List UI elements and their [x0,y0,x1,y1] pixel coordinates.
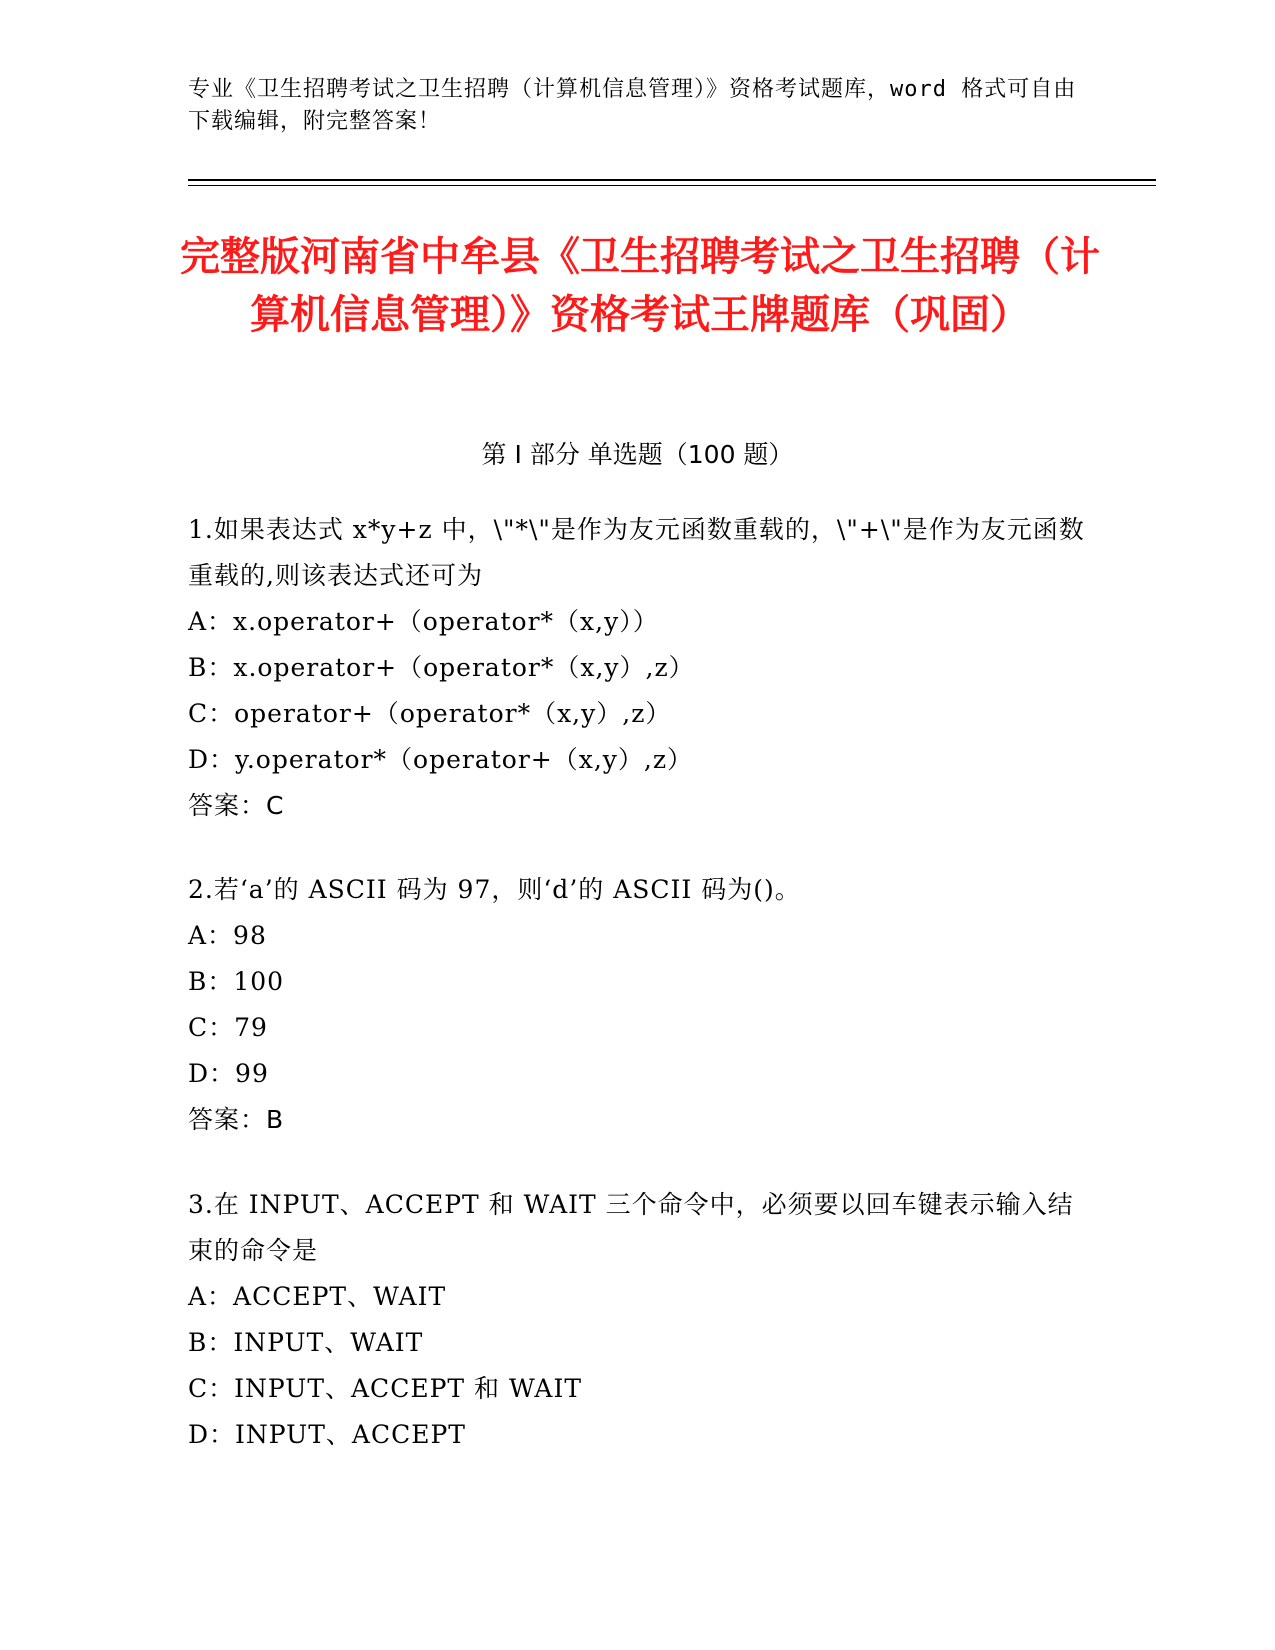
question-stem: 3.在 INPUT、ACCEPT 和 WAIT 三个命令中，必须要以回车键表示输入结束的命令是 [188,1190,1074,1265]
header-divider-thin [188,185,1156,186]
question-1 [188,507,1088,829]
option-b: B：INPUT、WAIT [188,1328,424,1357]
header-divider-thick [188,179,1156,181]
option-d: D：99 [188,1059,269,1088]
option-b: B：100 [188,967,285,996]
header-note: 专业《卫生招聘考试之卫生招聘（计算机信息管理）》资格考试题库，word 格式可自由下载编辑，附完整答案！ [188,77,1077,134]
option-b: B：x.operator+（operator*（x,y）,z） [188,653,695,682]
option-a: A：ACCEPT、WAIT [188,1282,447,1311]
answer: 答案：B [188,1105,285,1134]
option-a: A：x.operator+（operator*（x,y）） [188,607,659,636]
option-d: D：INPUT、ACCEPT [188,1420,466,1449]
option-c: C：79 [188,1013,268,1042]
question-stem: 2.若‘a’的 ASCII 码为 97，则‘d’的 ASCII 码为()。 [188,875,801,904]
option-a: A：98 [188,921,267,950]
option-c: C：INPUT、ACCEPT 和 WAIT [188,1374,583,1403]
option-d: D：y.operator*（operator+（x,y）,z） [188,745,694,774]
option-c: C：operator+（operator*（x,y）,z） [188,699,672,728]
answer: 答案：C [188,791,285,820]
question-2 [188,867,1088,1143]
document-title: 完整版河南省中牟县《卫生招聘考试之卫生招聘（计算机信息管理）》资格考试王牌题库（巩固） [180,234,1100,338]
question-stem: 1.如果表达式 x*y+z 中，\"*\"是作为友元函数重载的，\"+\"是作为友元函数重载的,则该表达式还可为 [188,515,1085,590]
question-3 [188,1182,1088,1458]
section-heading: 第 I 部分 单选题（100 题） [481,440,794,469]
